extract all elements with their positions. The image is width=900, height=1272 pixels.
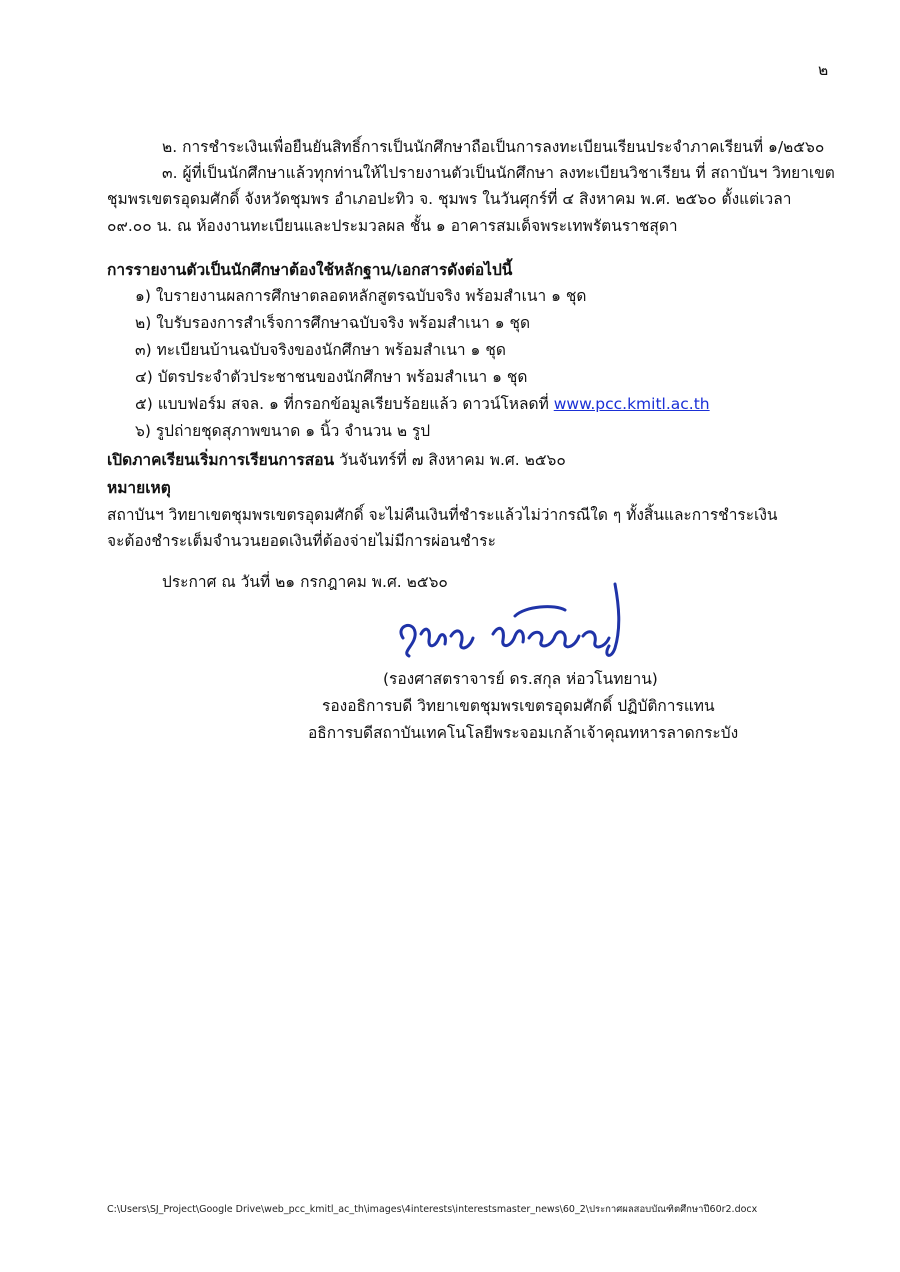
semester-start [107,450,566,470]
note-line-1: สถาบันฯ วิทยาเขตชุมพรเขตรอุดมศักดิ์ จะไม่คืนเงินที่ชำระแล้วไม่ว่ากรณีใด ๆ ทั้งสิ้นและการชำระเงิน [107,506,778,524]
document-item-3: ๓) ทะเบียนบ้านฉบับจริงของนักศึกษา พร้อมสำเนา ๑ ชุด [135,341,506,359]
download-link[interactable]: www.pcc.kmitl.ac.th [553,395,710,413]
paragraph-item-2: ๒. การชำระเงินเพื่อยืนยันสิทธิ์การเป็นนักศึกษาถือเป็นการลงทะเบียนเรียนประจำภาคเรียนที่ ๑/๒๕๖๐ [162,138,825,156]
page-number: ๒ [818,61,829,79]
paragraph-item-3-line-1: ๓. ผู้ที่เป็นนักศึกษาแล้วทุกท่านให้ไปรายงานตัวเป็นนักศึกษา ลงทะเบียนวิชาเรียน ที่ สถาบันฯ วิทยาเขต [162,164,835,182]
note-heading: หมายเหตุ [107,479,171,497]
signature-image [365,576,645,671]
documents-heading: การรายงานตัวเป็นนักศึกษาต้องใช้หลักฐาน/เอกสารดังต่อไปนี้ [107,261,513,279]
document-item-1: ๑) ใบรายงานผลการศึกษาตลอดหลักสูตรฉบับจริง พร้อมสำเนา ๑ ชุด [135,287,587,305]
document-item-5-text: ๕) แบบฟอร์ม สจล. ๑ ที่กรอกข้อมูลเรียบร้อยแล้ว ดาวน์โหลดที่ [135,395,554,413]
document-item-2: ๒) ใบรับรองการสำเร็จการศึกษาฉบับจริง พร้อมสำเนา ๑ ชุด [135,314,531,332]
paragraph-item-3-line-3: ๐๙.๐๐ น. ณ ห้องงานทะเบียนและประมวลผล ชั้น ๑ อาคารสมเด็จพระเทพรัตนราชสุดา [107,217,678,235]
signatory-name: (รองศาสตราจารย์ ดร.สกุล ห่อวโนทยาน) [383,670,658,688]
paragraph-item-3-line-2: ชุมพรเขตรอุดมศักดิ์ จังหวัดชุมพร อำเภอปะทิว จ. ชุมพร ในวันศุกร์ที่ ๔ สิงหาคม พ.ศ. ๒๕๖๐ ตั้งแต่เวลา [107,190,792,208]
document-item-6: ๖) รูปถ่ายชุดสุภาพขนาด ๑ นิ้ว จำนวน ๒ รูป [135,422,431,440]
semester-start-label: เปิดภาคเรียนเริ่มการเรียนการสอน [107,451,335,469]
document-item-5 [135,394,710,414]
footer-file-path: C:\Users\SJ_Project\Google Drive\web_pcc_kmitl_ac_th\images\4interests\interestsmaster_news\60_2\ประกาศผลสอบบัณฑิตศึกษาปี60r2.docx [107,1204,758,1215]
document-item-4: ๔) บัตรประจำตัวประชาชนของนักศึกษา พร้อมสำเนา ๑ ชุด [135,368,528,386]
semester-start-value: วันจันทร์ที่ ๗ สิงหาคม พ.ศ. ๒๕๖๐ [334,451,566,469]
note-line-2: จะต้องชำระเต็มจำนวนยอดเงินที่ต้องจ่ายไม่มีการผ่อนชำระ [107,532,496,550]
signatory-title-2: อธิการบดีสถาบันเทคโนโลยีพระจอมเกล้าเจ้าคุณทหารลาดกระบัง [308,724,739,742]
signatory-title-1: รองอธิการบดี วิทยาเขตชุมพรเขตรอุดมศักดิ์ ปฏิบัติการแทน [322,697,715,715]
signature [365,576,645,671]
announcement-date: ประกาศ ณ วันที่ ๒๑ กรกฎาคม พ.ศ. ๒๕๖๐ [162,573,448,591]
